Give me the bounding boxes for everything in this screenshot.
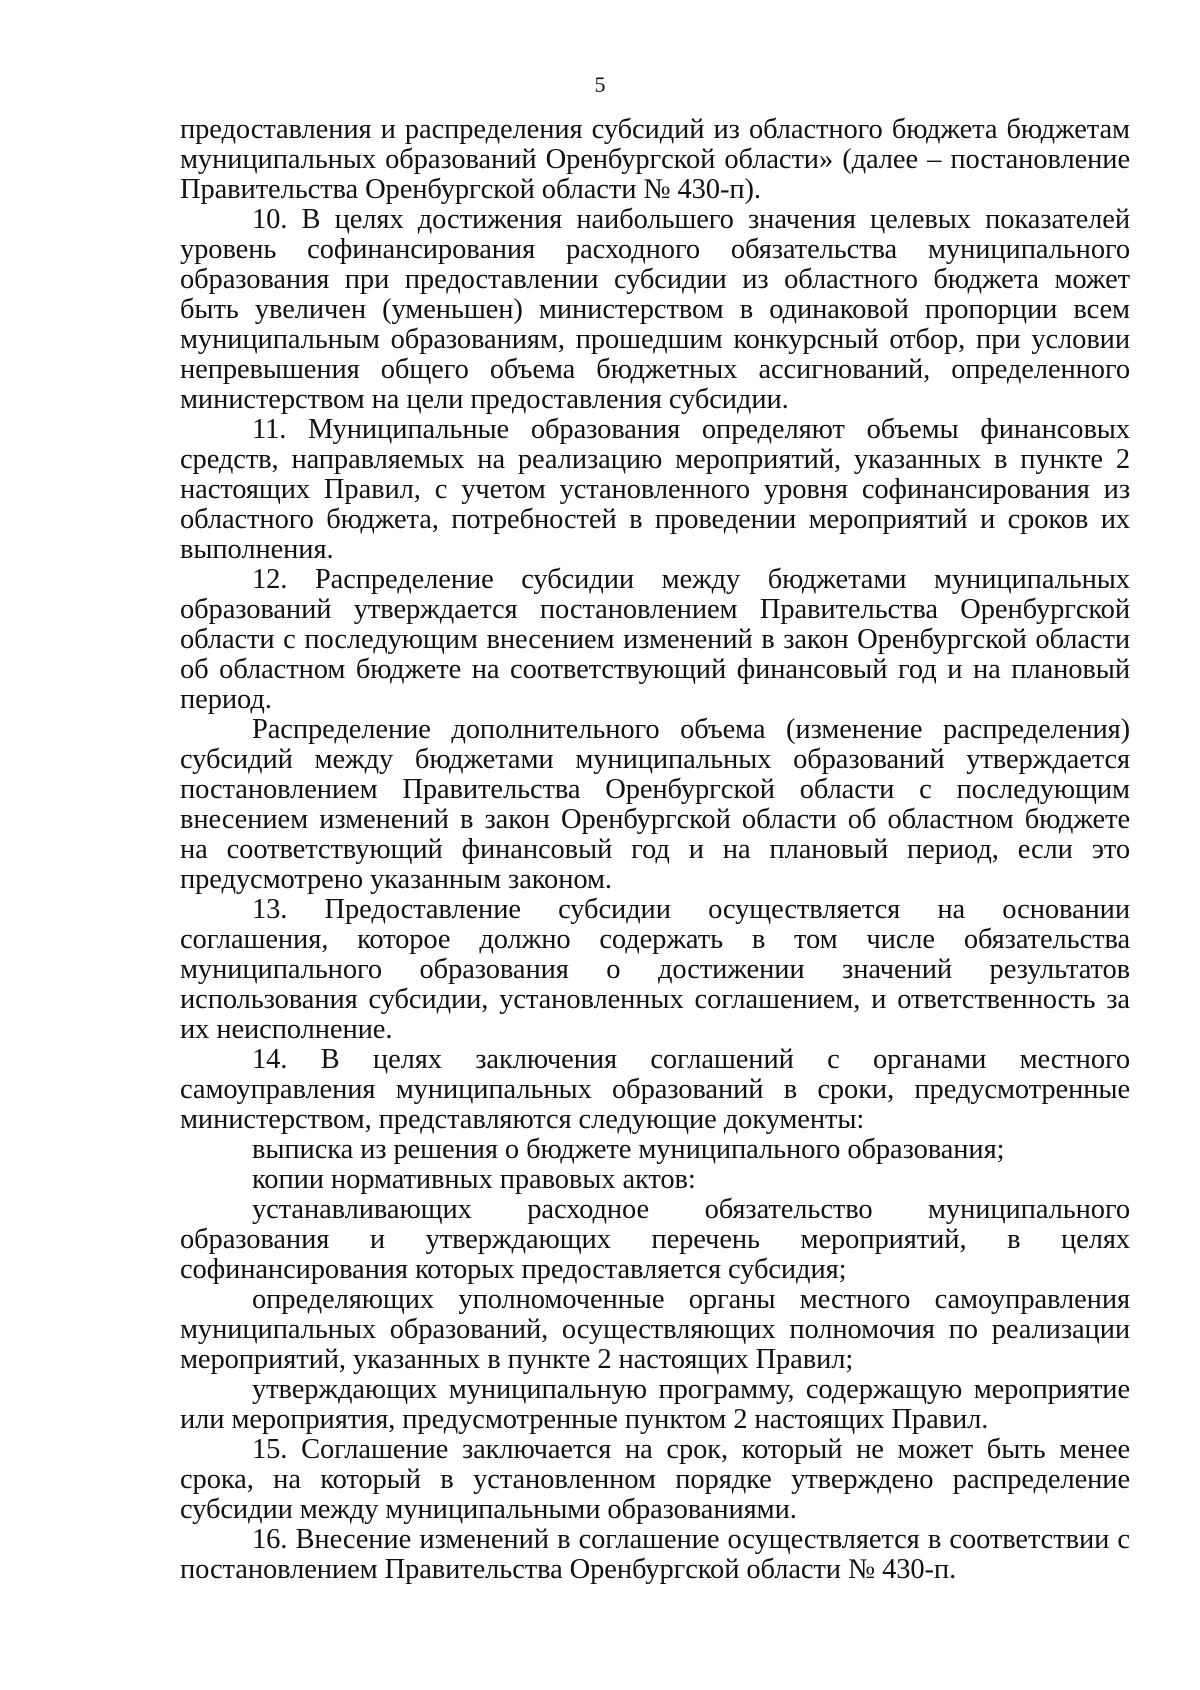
paragraph-item-11: 11. Муниципальные образования определяют объемы финансовых средств, направляемых на реализацию мероприятий, указанных в пункте 2 настоящих Правил, с учетом установленного уровня софинансирования из областного бюджета, потребностей в проведении мероприятий и сроков их выполнения. <box>180 414 1130 565</box>
paragraph-item-10: 10. В целях достижения наибольшего значения целевых показателей уровень софинансирования расходного обязательства муниципального образования при предоставлении субсидии из областного бюджета может быть увеличен (уменьшен) министерством в одинаковой пропорции всем муниципальным образованиям, прошедшим конкурсный отбор, при условии непревышения общего объема бюджетных ассигнований, определенного министерством на цели предоставления субсидии. <box>180 204 1130 415</box>
paragraph-item-14-doc-1: выписка из решения о бюджете муниципального образования; <box>252 1134 1005 1165</box>
paragraph-item-12: 12. Распределение субсидии между бюджетами муниципальных образований утверждается постановлением Правительства Оренбургской области с последующим внесением изменений в закон Оренбургской области об областном бюджете на соответствующий финансовый год и на плановый период. <box>180 564 1130 715</box>
document-body <box>180 115 1130 1585</box>
paragraph-item-15: 15. Соглашение заключается на срок, который не может быть менее срока, на который в установленном порядке утверждено распределение субсидии между муниципальными образованиями. <box>180 1434 1130 1525</box>
paragraph-item-13: 13. Предоставление субсидии осуществляется на основании соглашения, которое должно содержать в том числе обязательства муниципального образования о достижении значений результатов использования субсидии, установленных соглашением, и ответственность за их неисполнение. <box>180 894 1130 1045</box>
paragraph-item-12-additional: Распределение дополнительного объема (изменение распределения) субсидий между бюджетами муниципальных образований утверждается постановлением Правительства Оренбургской области с последующим внесением изменений в закон Оренбургской области об областном бюджете на соответствующий финансовый год и на плановый период, если это предусмотрено указанным законом. <box>180 714 1130 895</box>
paragraph-item-14: 14. В целях заключения соглашений с органами местного самоуправления муниципальных образований в сроки, предусмотренные министерством, представляются следующие документы: <box>180 1044 1130 1135</box>
paragraph-item-14-doc-2: копии нормативных правовых актов: <box>252 1164 696 1195</box>
paragraph-item-14-doc-2a: устанавливающих расходное обязательство муниципального образования и утверждающих перечень мероприятий, в целях софинансирования которых предоставляется субсидия; <box>180 1194 1130 1285</box>
paragraph-item-14-doc-2c: утверждающих муниципальную программу, содержащую мероприятие или мероприятия, предусмотренные пунктом 2 настоящих Правил. <box>180 1374 1130 1435</box>
paragraph-continuation: предоставления и распределения субсидий из областного бюджета бюджетам муниципальных образований Оренбургской области» (далее – постановление Правительства Оренбургской области № 430-п). <box>180 114 1130 205</box>
paragraph-item-14-doc-2b: определяющих уполномоченные органы местного самоуправления муниципальных образований, осуществляющих полномочия по реализации мероприятий, указанных в пункте 2 настоящих Правил; <box>180 1284 1130 1375</box>
page-number: 5 <box>594 72 606 97</box>
paragraph-item-16: 16. Внесение изменений в соглашение осуществляется в соответствии с постановлением Правительства Оренбургской области № 430-п. <box>180 1524 1130 1585</box>
